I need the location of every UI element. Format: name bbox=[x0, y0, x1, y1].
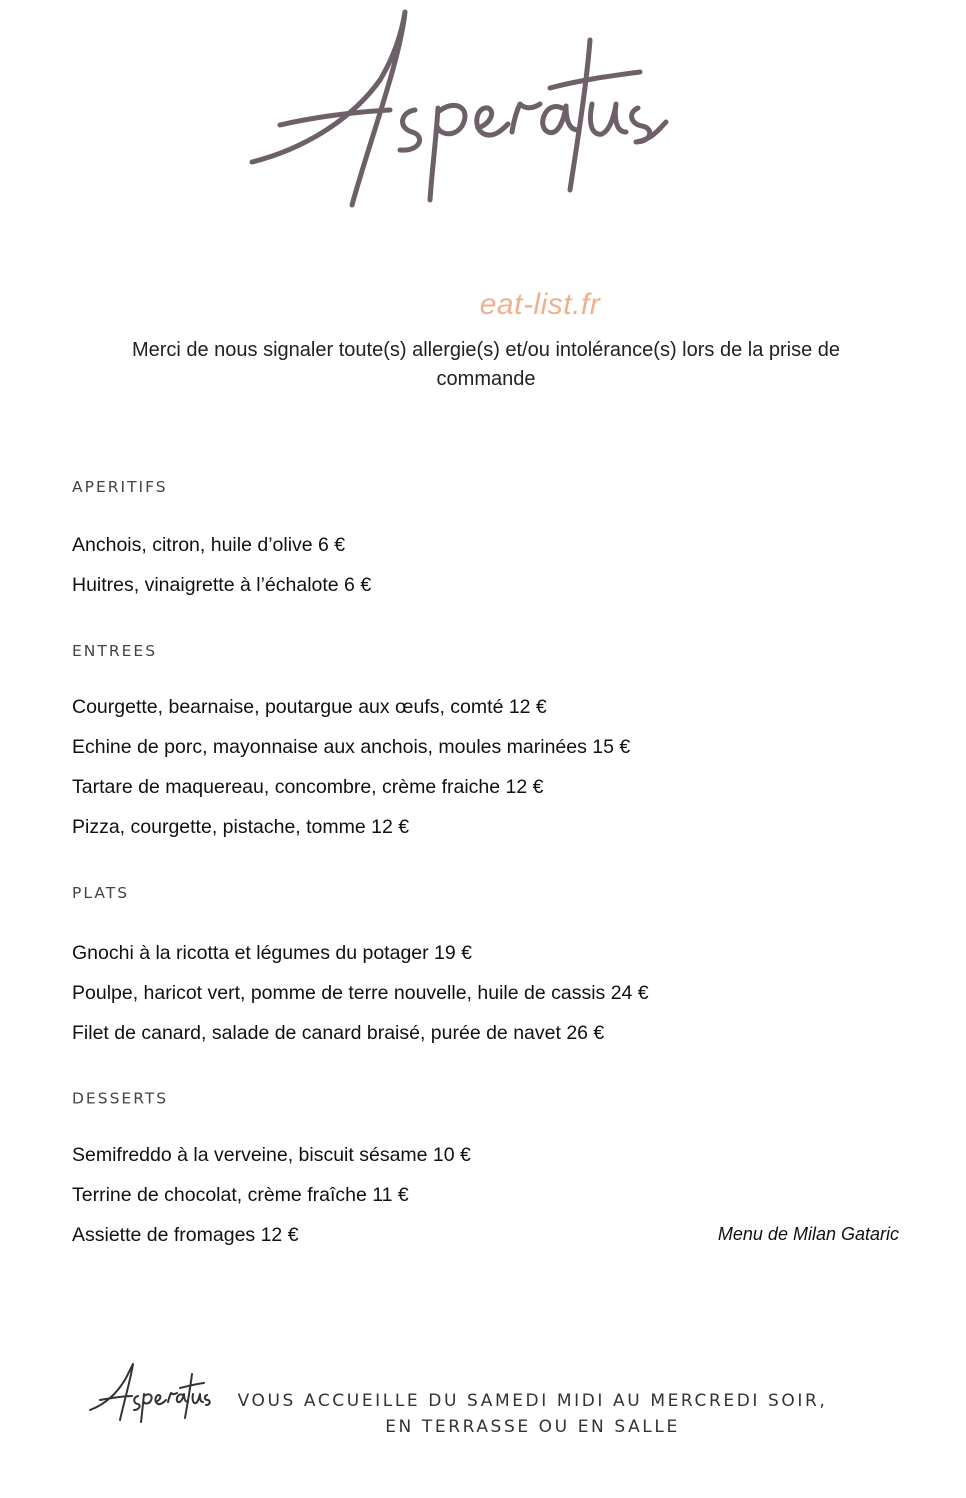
section-title-desserts: DESSERTS bbox=[72, 1090, 169, 1108]
footer-opening-hours bbox=[210, 1388, 855, 1440]
asperatus-footer-logo bbox=[86, 1362, 211, 1426]
menu-item: Terrine de chocolat, crème fraîche 11 € bbox=[72, 1184, 409, 1206]
menu-item: Poulpe, haricot vert, pomme de terre nouvelle, huile de cassis 24 € bbox=[72, 982, 649, 1004]
menu-item: Gnochi à la ricotta et légumes du potager 19 € bbox=[72, 942, 472, 964]
menu-item: Tartare de maquereau, concombre, crème fraiche 12 € bbox=[72, 776, 544, 798]
section-title-aperitifs: APERITIFS bbox=[72, 478, 168, 496]
menu-credit: Menu de Milan Gataric bbox=[717, 1224, 899, 1244]
watermark-text: eat-list.fr bbox=[479, 288, 601, 321]
allergy-notice: Merci de nous signaler toute(s) allergie(s) et/ou intolérance(s) lors de la prise de commande bbox=[131, 339, 841, 390]
menu-item: Pizza, courgette, pistache, tomme 12 € bbox=[72, 816, 410, 838]
footer-line-1: VOUS ACCUEILLE DU SAMEDI MIDI AU MERCREDI SOIR, bbox=[237, 1391, 828, 1411]
menu-item: Echine de porc, mayonnaise aux anchois, moules marinées 15 € bbox=[72, 736, 631, 758]
menu-item: Filet de canard, salade de canard braisé, purée de navet 26 € bbox=[72, 1022, 605, 1044]
section-title-plats: PLATS bbox=[72, 884, 130, 902]
section-title-entrees: ENTREES bbox=[72, 642, 158, 660]
menu-item: Assiette de fromages 12 € bbox=[72, 1224, 299, 1246]
footer-line-2: EN TERRASSE OU EN SALLE bbox=[385, 1417, 680, 1437]
menu-item: Anchois, citron, huile d’olive 6 € bbox=[72, 534, 346, 556]
menu-item: Semifreddo à la verveine, biscuit sésame 10 € bbox=[72, 1144, 471, 1166]
asperatus-logo bbox=[240, 0, 680, 215]
menu-item: Courgette, bearnaise, poutargue aux œufs, comté 12 € bbox=[72, 696, 547, 718]
menu-item: Huitres, vinaigrette à l’échalote 6 € bbox=[72, 574, 372, 596]
